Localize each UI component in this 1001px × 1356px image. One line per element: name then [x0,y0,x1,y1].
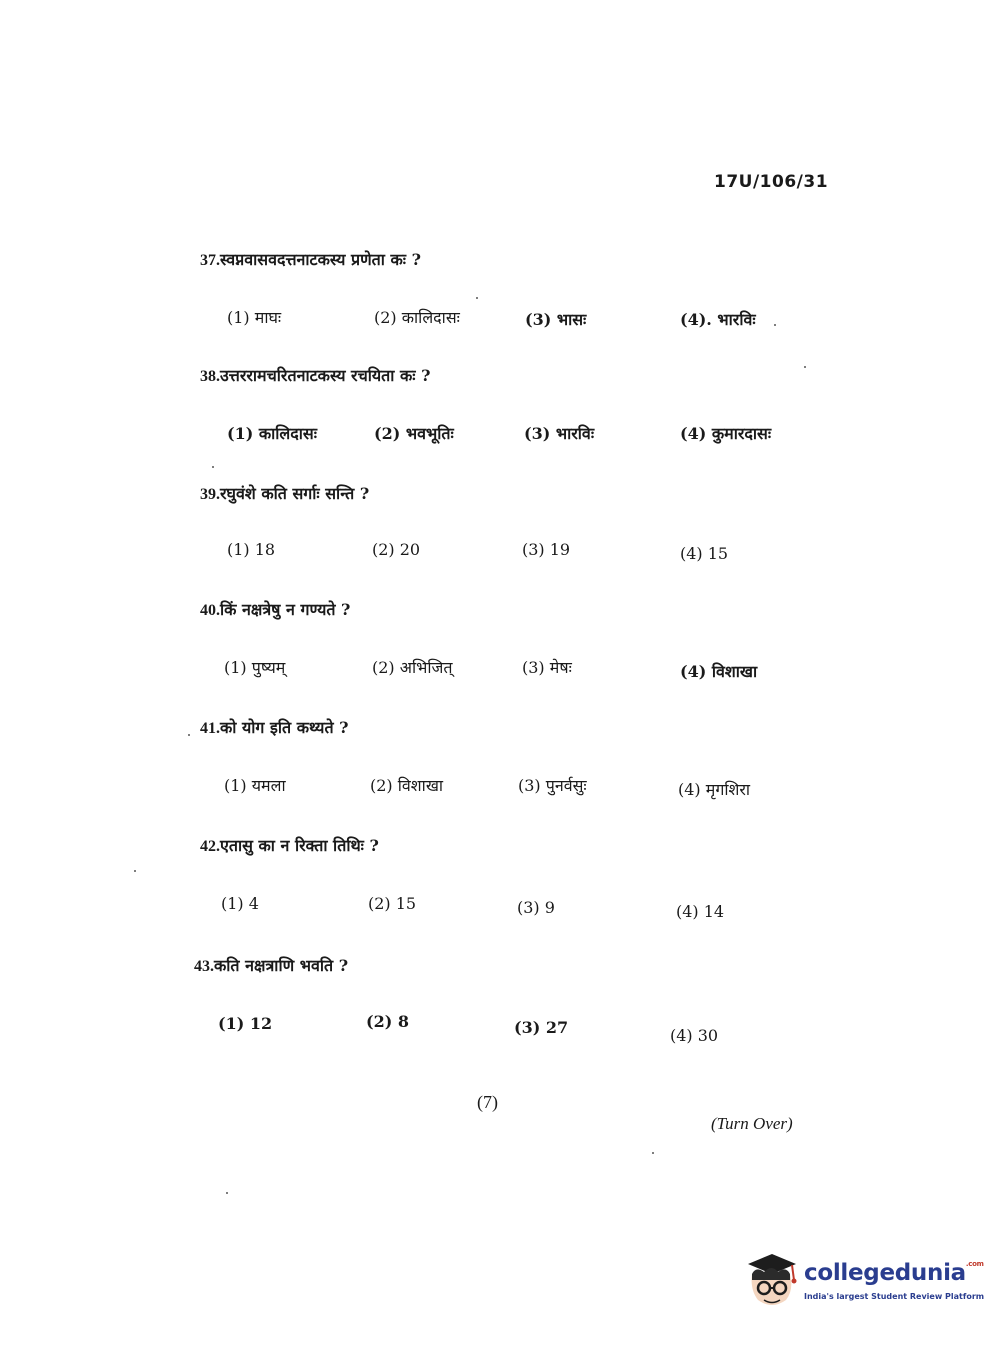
question-39 [0,482,1001,592]
mascot-icon [742,1250,800,1310]
option-4: (4) 15 [680,544,729,563]
option-3: (3) मेषः [522,658,572,677]
question-text [194,954,348,976]
option-2: (2) भवभूतिः [374,424,454,443]
option-4: (4) विशाखा [680,662,758,681]
option-3: (3) भारविः [524,424,595,443]
question-prompt: रघुवंशे कति सर्गाः सन्ति ? [220,484,370,503]
question-prompt: कति नक्षत्राणि भवति ? [214,956,349,975]
option-3: (3) भासः [525,310,587,329]
scan-speck [134,870,136,872]
question-38 [0,364,1001,474]
option-2: (2) 8 [366,1012,409,1031]
option-1: (1) माघः [227,308,282,327]
question-43 [0,954,1001,1064]
question-prompt: एतासु का न रिक्ता तिथिः ? [220,836,379,855]
option-1: (1) 18 [227,540,276,559]
option-1: (1) कालिदासः [227,424,317,443]
option-2: (2) कालिदासः [374,308,460,327]
question-number: 40. [200,602,220,619]
option-4: (4). भारविः [680,310,756,329]
option-3: (3) 9 [517,898,555,917]
question-number: 42. [200,838,220,855]
scan-speck [212,466,214,468]
paper-code: 17U/106/31 [714,172,829,192]
question-text [200,834,379,856]
question-text [200,248,421,270]
logo-brand: collegedunia [804,1260,966,1286]
option-3: (3) 27 [514,1018,569,1037]
option-3: (3) पुनर्वसुः [518,776,587,795]
question-prompt: स्वप्नवासवदत्तनाटकस्य प्रणेता कः ? [220,250,421,269]
option-1: (1) 12 [218,1014,273,1033]
scan-speck [476,297,478,299]
question-text [200,598,350,620]
option-4: (4) मृगशिरा [678,780,751,799]
option-1: (1) यमला [224,776,286,795]
page-number: (7) [477,1092,498,1112]
question-42 [0,834,1001,944]
question-number: 37. [200,252,220,269]
question-prompt: को योग इति कथ्यते ? [220,718,349,737]
option-4: (4) कुमारदासः [680,424,772,443]
question-37 [0,248,1001,358]
option-4: (4) 14 [676,902,725,921]
option-4: (4) 30 [670,1026,719,1045]
turn-over-note: (Turn Over) [711,1114,793,1133]
question-number: 41. [200,720,220,737]
collegedunia-logo [742,1250,985,1314]
question-number: 39. [200,486,220,503]
logo-domain: .com [965,1260,984,1268]
option-2: (2) विशाखा [370,776,444,795]
scan-speck [188,734,190,736]
option-2: (2) अभिजित् [372,658,453,677]
question-41 [0,716,1001,826]
question-text [200,482,369,504]
question-number: 38. [200,368,220,385]
scan-speck [652,1152,654,1154]
logo-tagline: India's largest Student Review Platform [804,1292,985,1301]
scan-speck [774,324,776,326]
question-prompt: उत्तररामचरितनाटकस्य रचयिता कः ? [220,366,431,385]
option-2: (2) 15 [368,894,417,913]
option-1: (1) पुष्यम् [224,658,286,677]
question-number: 43. [194,958,214,975]
question-prompt: किं नक्षत्रेषु न गण्यते ? [220,600,351,619]
option-2: (2) 20 [372,540,421,559]
option-1: (1) 4 [221,894,259,913]
question-text [200,364,430,386]
scan-speck [226,1192,228,1194]
question-text [200,716,349,738]
option-3: (3) 19 [522,540,571,559]
question-40 [0,598,1001,708]
scan-speck [804,366,806,368]
logo-wordmark [804,1260,984,1286]
